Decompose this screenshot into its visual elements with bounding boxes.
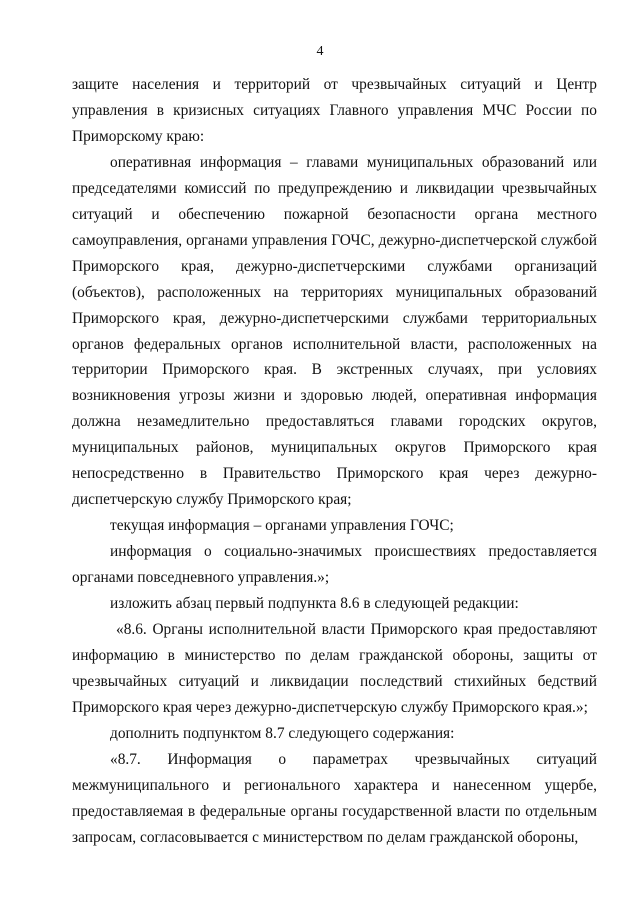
paragraph-8-6: «8.6. Органы исполнительной власти Приморского края предоставляют информацию в министерство по делам гражданской обороны, защиты от чрезвычайных ситуаций и ликвидации последствий стихийных бедствий Приморского края через дежурно-диспетчерскую службу Приморского края.»;: [72, 621, 597, 716]
paragraph-add-8-7: дополнить подпунктом 8.7 следующего содержания:: [110, 724, 455, 742]
paragraph-operational-info: оперативная информация – главами муниципальных образований или председателями комиссий по предупреждению и ликвидации чрезвычайных ситуаций и обеспечению пожарной безопасности органа местного самоуправления, органами управления ГОЧС, дежурно-диспетчерской службой Приморского края, дежурно-диспетчерскими службами организаций (объектов), расположенных на территориях муниципальных образований Приморского края, дежурно-диспетчерскими службами территориальных органов федеральных органов исполнительной власти, расположенных на территории Приморского края. В экстренных случаях, при условиях возникновения угрозы жизни и здоровью людей, оперативная информация должна незамедлительно предоставляться главами городских округов, муниципальных районов, муниципальных округов Приморского края непосредственно в Правительство Приморского края через дежурно-диспетчерскую службу Приморского края;: [72, 153, 597, 509]
paragraph-8-7: «8.7. Информация о параметрах чрезвычайных ситуаций межмуниципального и регионального характера и нанесенном ущербе, предоставляемая в федеральные органы государственной власти по отдельным запросам, согласовывается с министерством по делам гражданской обороны,: [72, 750, 597, 846]
paragraph-current-info: текущая информация – органами управления ГОЧС;: [110, 517, 454, 535]
page-number: 4: [316, 44, 324, 59]
paragraph-amend-8-6: изложить абзац первый подпункта 8.6 в следующей редакции:: [110, 595, 519, 613]
document-body: [72, 72, 597, 851]
paragraph-continuation: защите населения и территорий от чрезвычайных ситуаций и Центр управления в кризисных ситуациях Главного управления МЧС России по Приморскому краю:: [72, 76, 597, 145]
paragraph-social-incidents: информация о социально-значимых происшествиях предоставляется органами повседневного управления.»;: [72, 543, 597, 587]
